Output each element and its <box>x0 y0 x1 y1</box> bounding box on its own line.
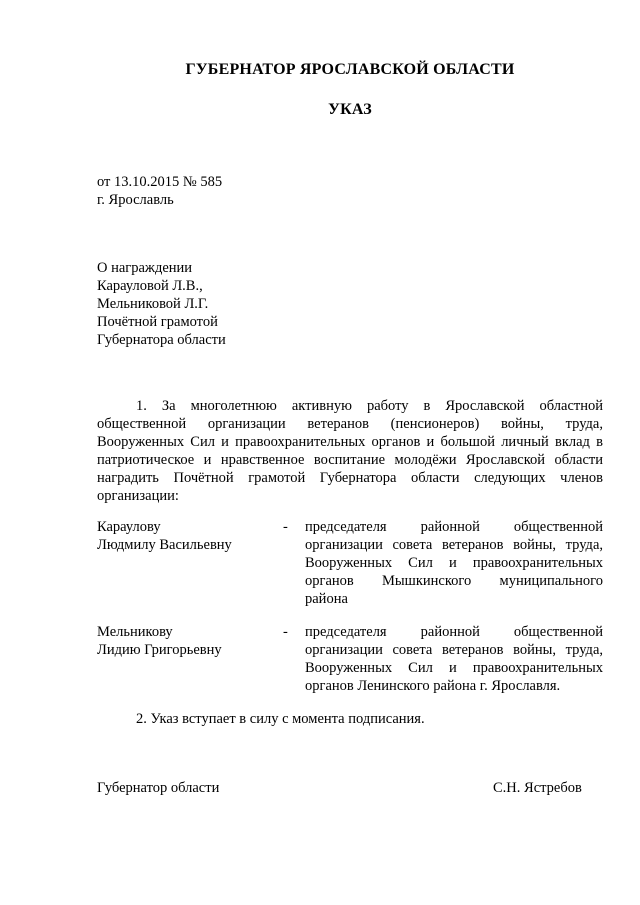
awardee-surname: Мельникову <box>97 624 173 640</box>
awardee-position <box>305 518 603 608</box>
awardee-name <box>97 518 277 554</box>
awardee-dash: - <box>283 624 288 640</box>
subject-line: Мельниковой Л.Г. <box>97 296 209 312</box>
subject-line: О награждении <box>97 260 193 276</box>
document-meta <box>97 173 222 209</box>
awardee-dash: - <box>283 519 288 535</box>
date-number: от 13.10.2015 № 585 <box>97 174 223 190</box>
subject-line: Почётной грамотой <box>97 314 218 330</box>
paragraph-line: 1. За многолетнюю активную работу в Ярославской областной <box>136 398 603 414</box>
paragraph-line: Вооруженных Сил и правоохранительных органов и большой личный вклад в <box>97 434 603 450</box>
subject-line: Губернатора области <box>97 332 226 348</box>
position-line: района <box>305 591 348 607</box>
signatory-name: С.Н. Ястребов <box>493 780 582 796</box>
issuing-authority-heading: ГУБЕРНАТОР ЯРОСЛАВСКОЙ ОБЛАСТИ <box>185 61 515 78</box>
awardee-position <box>305 623 603 695</box>
awardee-given-names: Людмилу Васильевну <box>97 537 232 553</box>
awardee-name <box>97 623 277 659</box>
city: г. Ярославль <box>97 192 174 208</box>
position-line: Вооруженных Сил и правоохранительных <box>305 555 603 571</box>
paragraph-2: 2. Указ вступает в силу с момента подписания. <box>136 711 425 727</box>
position-line: организации совета ветеранов войны, труда, <box>305 537 603 553</box>
decree-subject <box>97 259 226 349</box>
paragraph-line: общественной организации ветеранов (пенсионеров) войны, труда, <box>97 416 603 432</box>
position-line: Вооруженных Сил и правоохранительных <box>305 660 603 676</box>
subject-line: Карауловой Л.В., <box>97 278 203 294</box>
awardee-surname: Караулову <box>97 519 161 535</box>
paragraph-line: организации: <box>97 488 179 504</box>
position-line: органов Мышкинского муниципального <box>305 573 603 589</box>
document-type-heading: УКАЗ <box>328 101 372 118</box>
position-line: председателя районной общественной <box>305 519 603 535</box>
signatory-position: Губернатор области <box>97 780 220 796</box>
position-line: органов Ленинского района г. Ярославля. <box>305 678 561 694</box>
paragraph-line: патриотическое и нравственное воспитание молодёжи Ярославской области <box>97 452 603 468</box>
paragraph-1 <box>97 397 603 505</box>
paragraph-line: наградить Почётной грамотой Губернатора области следующих членов <box>97 470 603 486</box>
position-line: организации совета ветеранов войны, труда, <box>305 642 603 658</box>
awardee-given-names: Лидию Григорьевну <box>97 642 222 658</box>
position-line: председателя районной общественной <box>305 624 603 640</box>
